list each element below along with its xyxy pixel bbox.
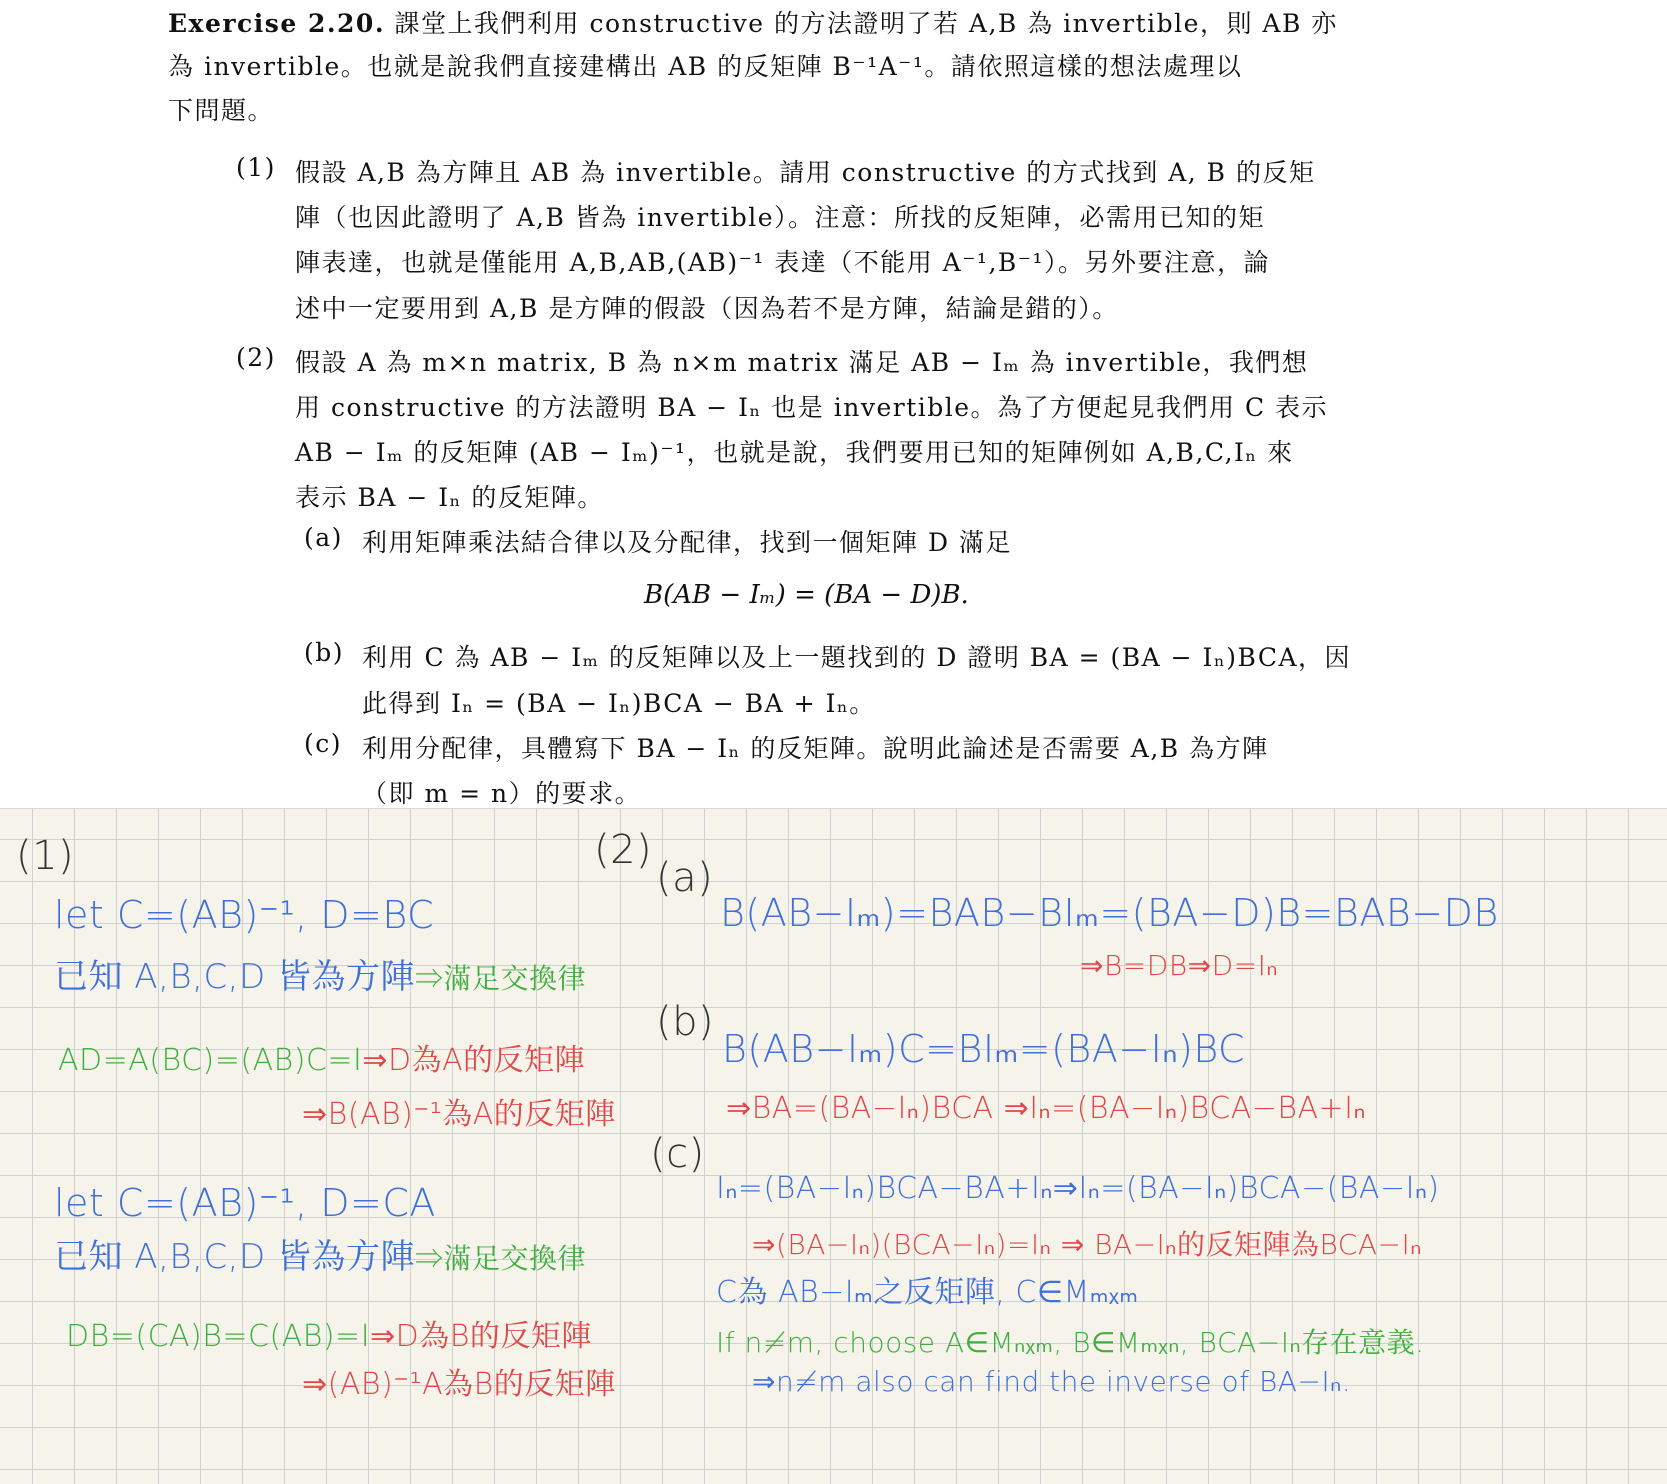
- p2c-line-5: ⇒n≠m also can find the inverse of BA−Iₙ.: [752, 1365, 1352, 1398]
- p2c-line-3: C為 AB−Iₘ之反矩陣, C∈Mₘₓₘ: [716, 1275, 1139, 1310]
- exercise-intro-line-2: 為 invertible。也就是說我們直接建構出 AB 的反矩陣 B⁻¹A⁻¹。請依照這樣的想法處理以: [168, 52, 1243, 81]
- part2a-label: (a): [304, 523, 343, 552]
- p2a-line-2: ⇒B=DB⇒D=Iₙ: [1080, 949, 1279, 982]
- part2-label: (2): [236, 343, 276, 372]
- note-label-c: (c): [650, 1131, 705, 1177]
- note-label-1: (1): [16, 833, 75, 879]
- note-label-a: (a): [656, 855, 714, 901]
- p1-let-1: let C=(AB)⁻¹, D=BC: [54, 893, 435, 937]
- part2b-line-1: 利用 C 為 AB − Iₘ 的反矩陣以及上一題找到的 D 證明 BA = (BA − Iₙ)BCA，因: [362, 643, 1352, 672]
- p2b-line-2: ⇒BA=(BA−Iₙ)BCA ⇒Iₙ=(BA−Iₙ)BCA−BA+Iₙ: [726, 1091, 1366, 1126]
- part1-line-2: 陣（也因此證明了 A,B 皆為 invertible）。注意：所找的反矩陣，必需用已知的矩: [295, 203, 1266, 232]
- part2-line-4: 表示 BA − Iₙ 的反矩陣。: [295, 483, 604, 512]
- handwritten-notes: [0, 808, 1667, 1484]
- p1-let-2: let C=(AB)⁻¹, D=CA: [54, 1181, 436, 1225]
- p1-known-1: 已知 A,B,C,D 皆為方陣⇒滿足交換律: [54, 957, 586, 997]
- part2b-label: (b): [304, 638, 345, 667]
- exercise-intro-line-3: 下問題。: [168, 96, 275, 125]
- part1-label: (1): [236, 153, 276, 182]
- p2a-line-1: B(AB−Iₘ)=BAB−BIₘ=(BA−D)B=BAB−DB: [720, 891, 1499, 935]
- part2-line-1: 假設 A 為 m×n matrix, B 為 n×m matrix 滿足 AB − Iₘ 為 invertible，我們想: [295, 348, 1309, 377]
- p1-db-line: DB=(CA)B=C(AB)=I⇒D為B的反矩陣: [66, 1319, 592, 1354]
- part2c-line-1: 利用分配律，具體寫下 BA − Iₙ 的反矩陣。說明此論述是否需要 A,B 為方陣: [362, 734, 1269, 763]
- part2c-line-2: （即 m = n）的要求。: [362, 779, 642, 808]
- p1-ad-conclusion-2: ⇒B(AB)⁻¹為A的反矩陣: [302, 1097, 616, 1132]
- p2b-line-1: B(AB−Iₘ)C=BIₘ=(BA−Iₙ)BC: [722, 1027, 1246, 1071]
- p1-comm-1: ⇒滿足交換律: [414, 962, 586, 995]
- part2-line-2: 用 constructive 的方法證明 BA − Iₙ 也是 invertible。為了方便起見我們用 C 表示: [295, 393, 1329, 422]
- part2a-text: 利用矩陣乘法結合律以及分配律，找到一個矩陣 D 滿足: [362, 528, 1012, 557]
- p1-db-conclusion-2: ⇒(AB)⁻¹A為B的反矩陣: [302, 1367, 616, 1402]
- note-label-b: (b): [656, 999, 715, 1045]
- p2c-line-4: If n≠m, choose A∈Mₙₓₘ, B∈Mₘₓₙ, BCA−Iₙ存在意義.: [716, 1326, 1425, 1359]
- p1-ad-line: AD=A(BC)=(AB)C=I⇒D為A的反矩陣: [58, 1043, 586, 1078]
- part2b-line-2: 此得到 Iₙ = (BA − Iₙ)BCA − BA + Iₙ。: [362, 689, 876, 718]
- exercise-title: Exercise 2.20.: [168, 9, 386, 38]
- p1-comm-2: ⇒滿足交換律: [414, 1242, 586, 1275]
- p2c-line-2: ⇒(BA−Iₙ)(BCA−Iₙ)=Iₙ ⇒ BA−Iₙ的反矩陣為BCA−Iₙ: [752, 1228, 1422, 1261]
- part1-line-3: 陣表達，也就是僅能用 A,B,AB,(AB)⁻¹ 表達（不能用 A⁻¹,B⁻¹）。另外要注意，論: [295, 248, 1270, 277]
- part2c-label: (c): [304, 729, 343, 758]
- part2-line-3: AB − Iₘ 的反矩陣 (AB − Iₘ)⁻¹，也就是說，我們要用已知的矩陣例如 A,B,C,Iₙ 來: [295, 438, 1294, 467]
- p1-known-2: 已知 A,B,C,D 皆為方陣⇒滿足交換律: [54, 1237, 586, 1277]
- part1-line-1: 假設 A,B 為方陣且 AB 為 invertible。請用 constructive 的方式找到 A, B 的反矩: [295, 158, 1316, 187]
- part2a-equation: B(AB − Iₘ) = (BA − D)B.: [644, 580, 969, 610]
- p2c-line-1: Iₙ=(BA−Iₙ)BCA−BA+Iₙ⇒Iₙ=(BA−Iₙ)BCA−(BA−Iₙ): [716, 1171, 1440, 1206]
- exercise-intro-line-1: Exercise 2.20. 課堂上我們利用 constructive 的方法證明了若 A,B 為 invertible，則 AB 亦: [168, 9, 1338, 38]
- part1-line-4: 述中一定要用到 A,B 是方陣的假設（因為若不是方陣，結論是錯的）。: [295, 294, 1119, 323]
- p1-db-conclusion: ⇒D為B的反矩陣: [370, 1319, 592, 1354]
- note-label-2: (2): [594, 827, 653, 873]
- p1-ad-conclusion: ⇒D為A的反矩陣: [362, 1043, 586, 1078]
